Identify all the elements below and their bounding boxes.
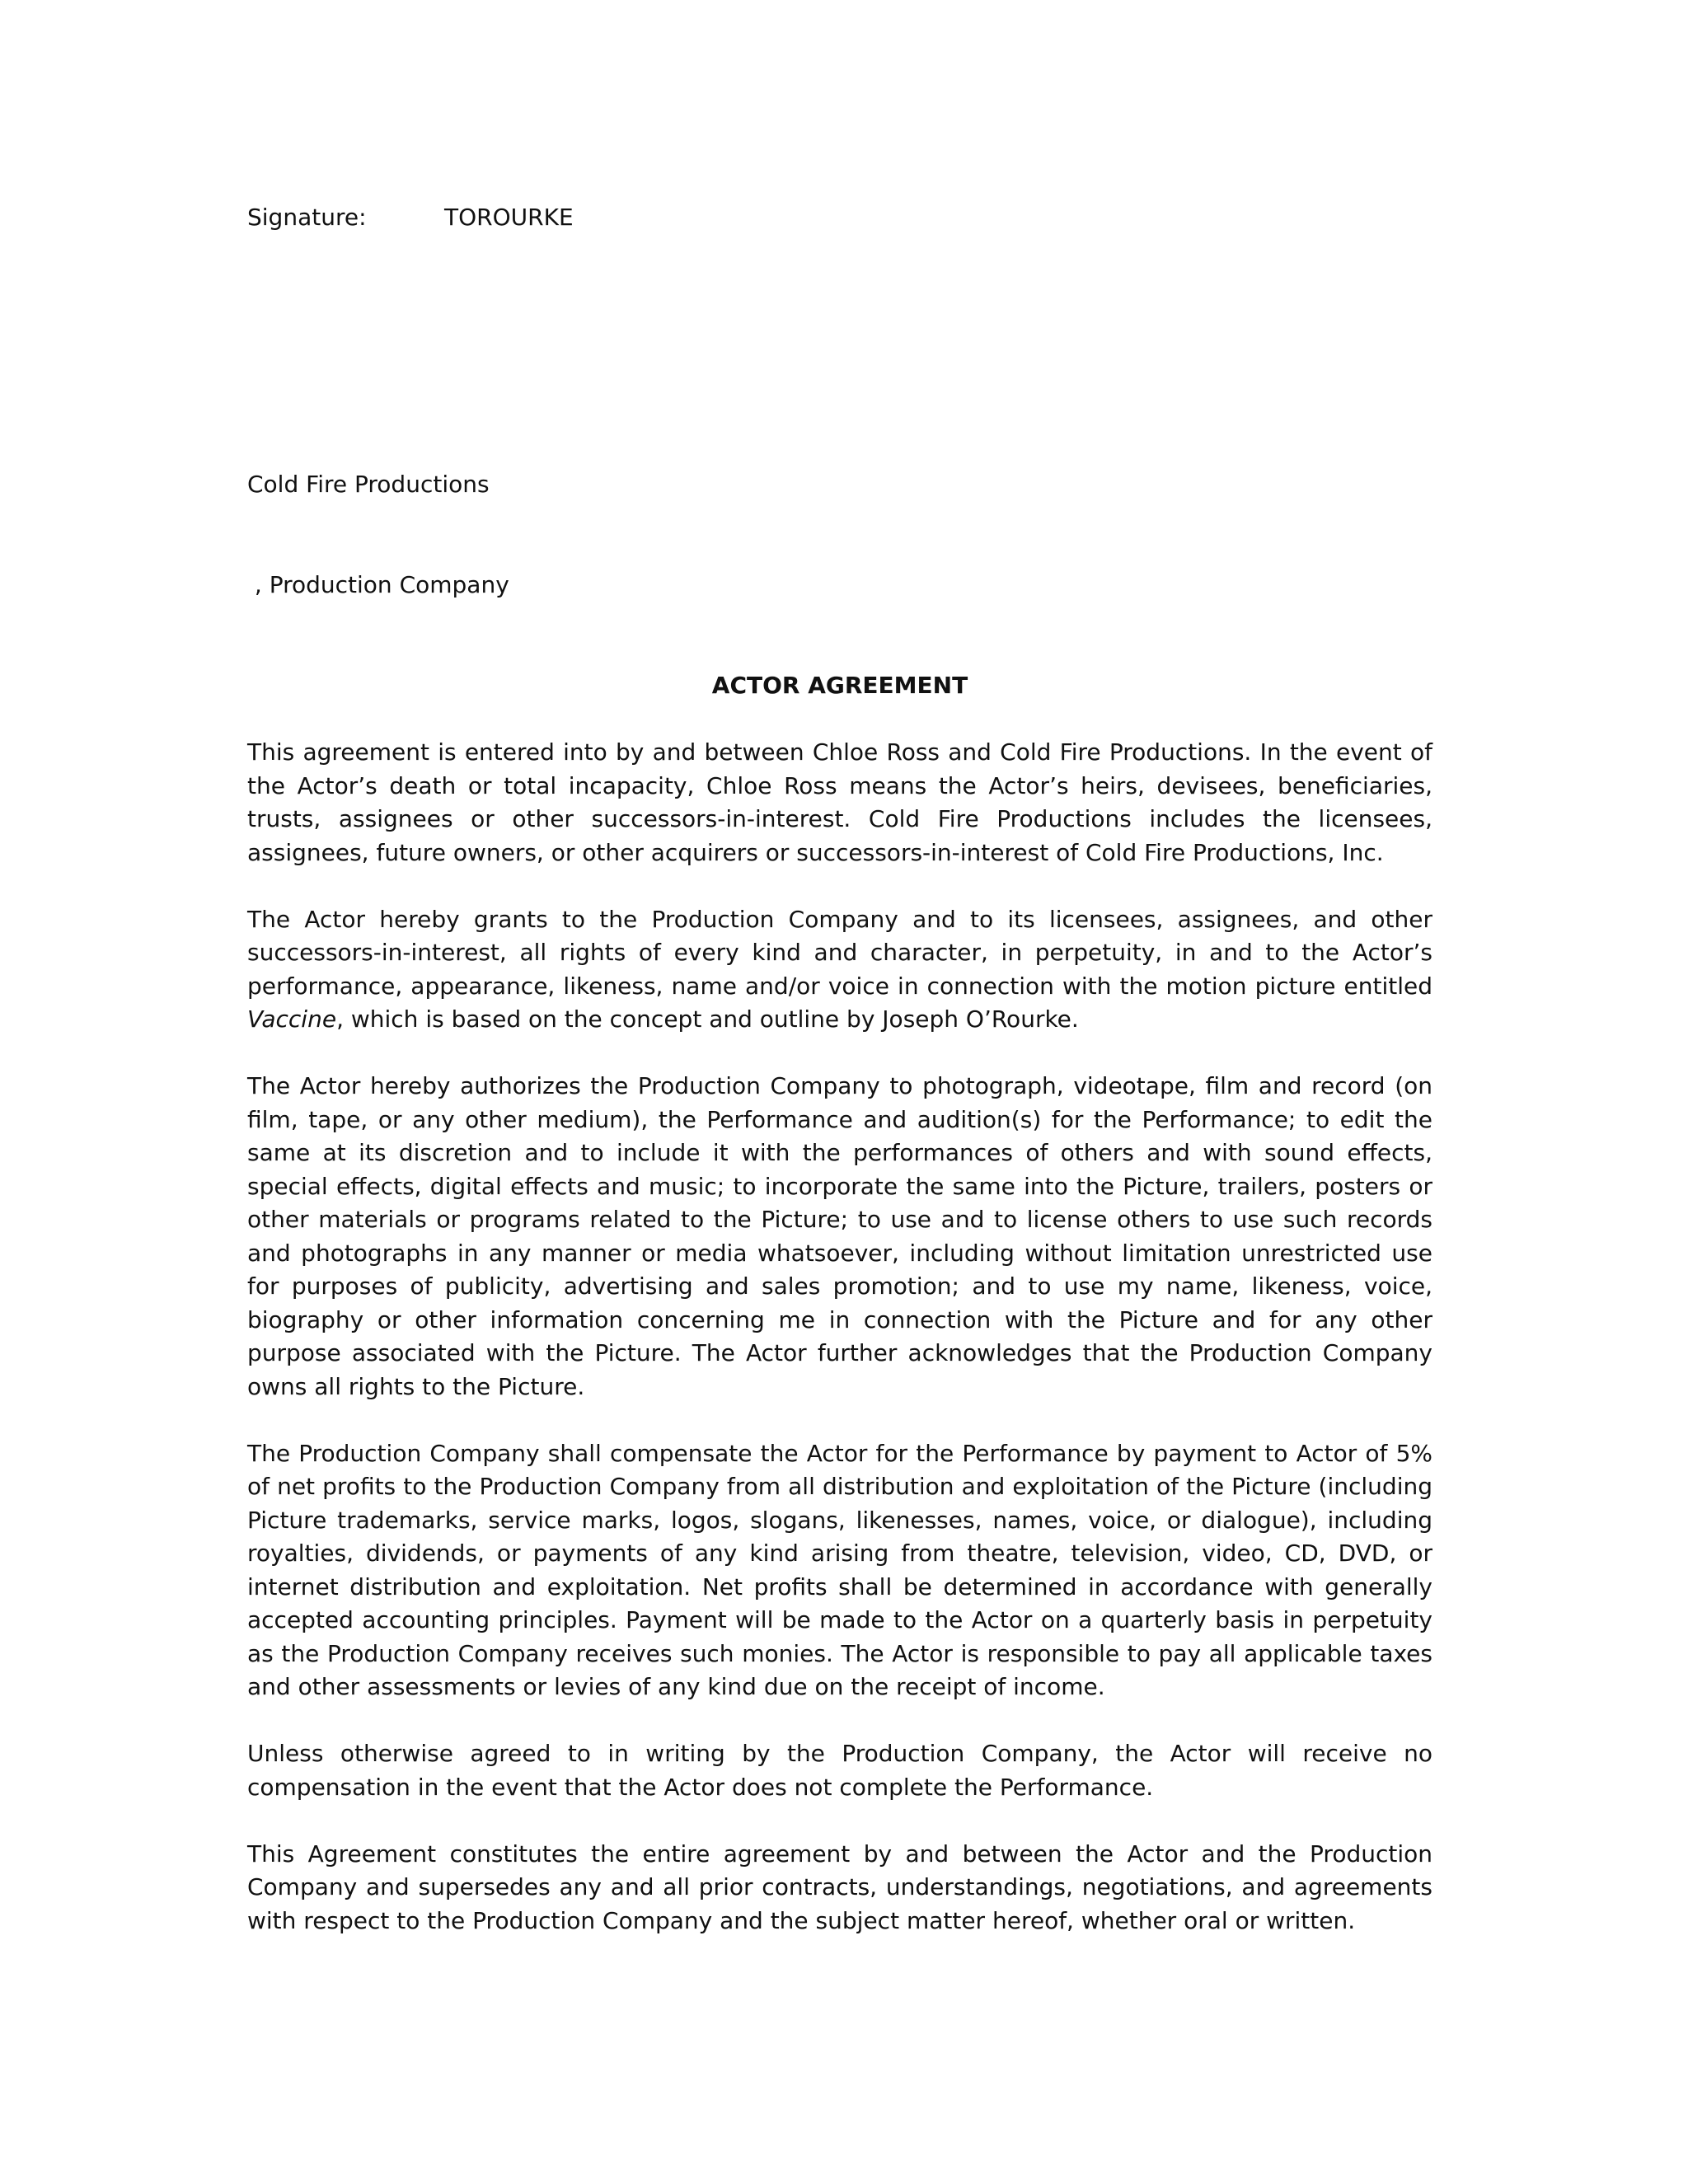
grant-text-end: , which is based on the concept and outline by Joseph O’Rourke. <box>336 1005 1079 1033</box>
company-name: Cold Fire Productions <box>247 471 490 498</box>
signature-label: Signature: <box>247 204 367 231</box>
picture-title: Vaccine <box>247 1005 337 1033</box>
company-role: , Production Company <box>247 570 509 598</box>
paragraph-compensation: The Production Company shall compensate the Actor for the Performance by payment to Actor of 5% of net profits to the Production Company from all distribution and exploitation of the Picture (including Picture trademarks, service marks, logos, slogans, likenesses, names, voice, or dialogue), including royalties, dividends, or payments of any kind arising from theatre, television, video, CD, DVD, or internet distribution and exploitation. Net profits shall be determined in accordance with generally accepted accounting principles. Payment will be made to the Actor on a quarterly basis in perpetuity as the Production Company receives such monies. The Actor is responsible to pay all applicable taxes and other assessments or levies of any kind due on the receipt of income. <box>247 1439 1432 1700</box>
company-block <box>247 401 509 668</box>
paragraph-entire-agreement: This Agreement constitutes the entire agreement by and between the Actor and the Production Company and supersedes any and all prior contracts, understandings, negotiations, and agreements with respect to the Production Company and the subject matter hereof, whether oral or written. <box>247 1840 1432 1934</box>
signature-value: TOROURKE <box>444 204 574 231</box>
grant-text-start: The Actor hereby grants to the Production Company and to its licensees, assignees, and other successors-in-interest, all rights of every kind and character, in perpetuity, in and to the Actor’s performance, appearance, likeness, name and/or voice in connection with the motion picture entitled <box>247 905 1432 1000</box>
document-page <box>247 0 1432 2184</box>
signature-line <box>247 201 574 234</box>
paragraph-parties: This agreement is entered into by and between Chloe Ross and Cold Fire Productions. In the event of the Actor’s death or total incapacity, Chloe Ross means the Actor’s heirs, devisees, beneficiaries, trusts, assignees or other successors-in-interest. Cold Fire Productions includes the licensees, assignees, future owners, or other acquirers or successors-in-interest of Cold Fire Productions, Inc. <box>247 738 1432 866</box>
paragraph-non-completion: Unless otherwise agreed to in writing by the Production Company, the Actor will receive no compensation in the event that the Actor does not complete the Performance. <box>247 1740 1432 1801</box>
agreement-body <box>247 736 1432 1971</box>
paragraph-authorization: The Actor hereby authorizes the Production Company to photograph, videotape, film and record (on film, tape, or any other medium), the Performance and audition(s) for the Performance; to edit the same at its discretion and to include it with the performances of others and with sound effects, special effects, digital effects and music; to incorporate the same into the Picture, trailers, posters or other materials or programs related to the Picture; to use and to license others to use such records and photographs in any manner or media whatsoever, including without limitation unrestricted use for purposes of publicity, advertising and sales promotion; and to use my name, likeness, voice, biography or other information concerning me in connection with the Picture and for any other purpose associated with the Picture. The Actor further acknowledges that the Production Company owns all rights to the Picture. <box>247 1072 1432 1400</box>
document-title: ACTOR AGREEMENT <box>711 672 968 699</box>
paragraph-grant-of-rights <box>247 903 1432 1037</box>
